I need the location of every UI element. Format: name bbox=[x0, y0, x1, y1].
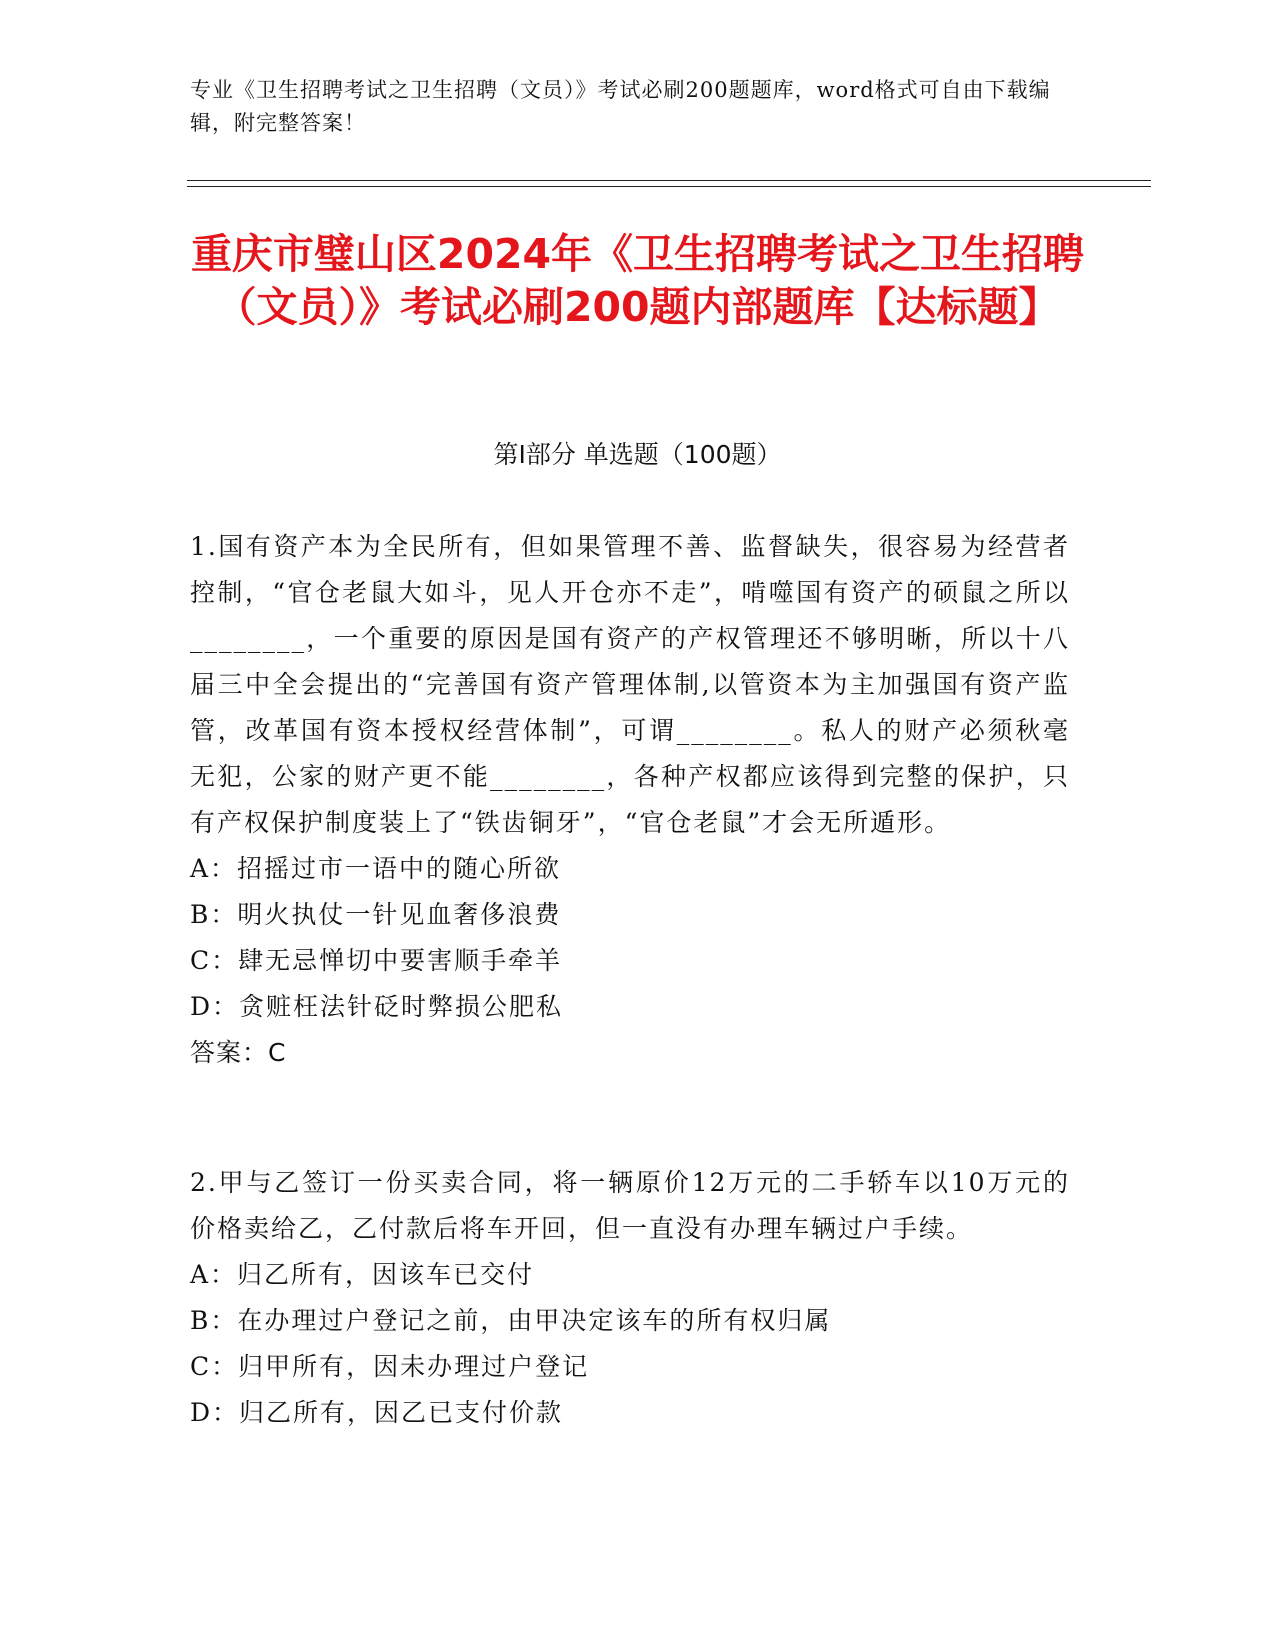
question-2 bbox=[190, 1160, 1070, 1436]
answer-line: 答案：C bbox=[190, 1038, 287, 1067]
question-stem: 2.甲与乙签订一份买卖合同，将一辆原价12万元的二手轿车以10万元的价格卖给乙，乙付款后将车开回，但一直没有办理车辆过户手续。 bbox=[190, 1168, 1070, 1243]
header-divider-top bbox=[187, 180, 1151, 181]
option-b: B：在办理过户登记之前，由甲决定该车的所有权归属 bbox=[190, 1306, 832, 1335]
question-1 bbox=[190, 524, 1070, 1076]
section-heading: 第I部分 单选题（100题） bbox=[493, 440, 782, 469]
header-note: 专业《卫生招聘考试之卫生招聘（文员）》考试必刷200题题库，word格式可自由下载编辑，附完整答案！ bbox=[190, 78, 1051, 135]
header-divider-bottom bbox=[187, 186, 1151, 187]
option-d: D：归乙所有，因乙已支付价款 bbox=[190, 1398, 564, 1427]
option-b: B：明火执仗一针见血奢侈浪费 bbox=[190, 900, 562, 929]
option-c: C：归甲所有，因未办理过户登记 bbox=[190, 1352, 590, 1381]
option-a: A：归乙所有，因该车已交付 bbox=[190, 1260, 535, 1289]
option-c: C：肆无忌惮切中要害顺手牵羊 bbox=[190, 946, 563, 975]
option-a: A：招摇过市一语中的随心所欲 bbox=[190, 854, 562, 883]
option-d: D：贪赃枉法针砭时弊损公肥私 bbox=[190, 992, 564, 1021]
document-title: 重庆市璧山区2024年《卫生招聘考试之卫生招聘（文员）》考试必刷200题内部题库【达标题】 bbox=[190, 230, 1085, 331]
question-stem: 1.国有资产本为全民所有，但如果管理不善、监督缺失，很容易为经营者控制，“官仓老鼠大如斗，见人开仓亦不走”，啃噬国有资产的硕鼠之所以________，一个重要的原因是国有资产的产权管理还不够明晰，所以十八届三中全会提出的“完善国有资产管理体制,以管资本为主加强国有资产监管，改革国有资本授权经营体制”，可谓________。私人的财产必须秋毫无犯，公家的财产更不能________，各种产权都应该得到完整的保护，只有产权保护制度装上了“铁齿铜牙”，“官仓老鼠”才会无所遁形。 bbox=[190, 532, 1070, 837]
